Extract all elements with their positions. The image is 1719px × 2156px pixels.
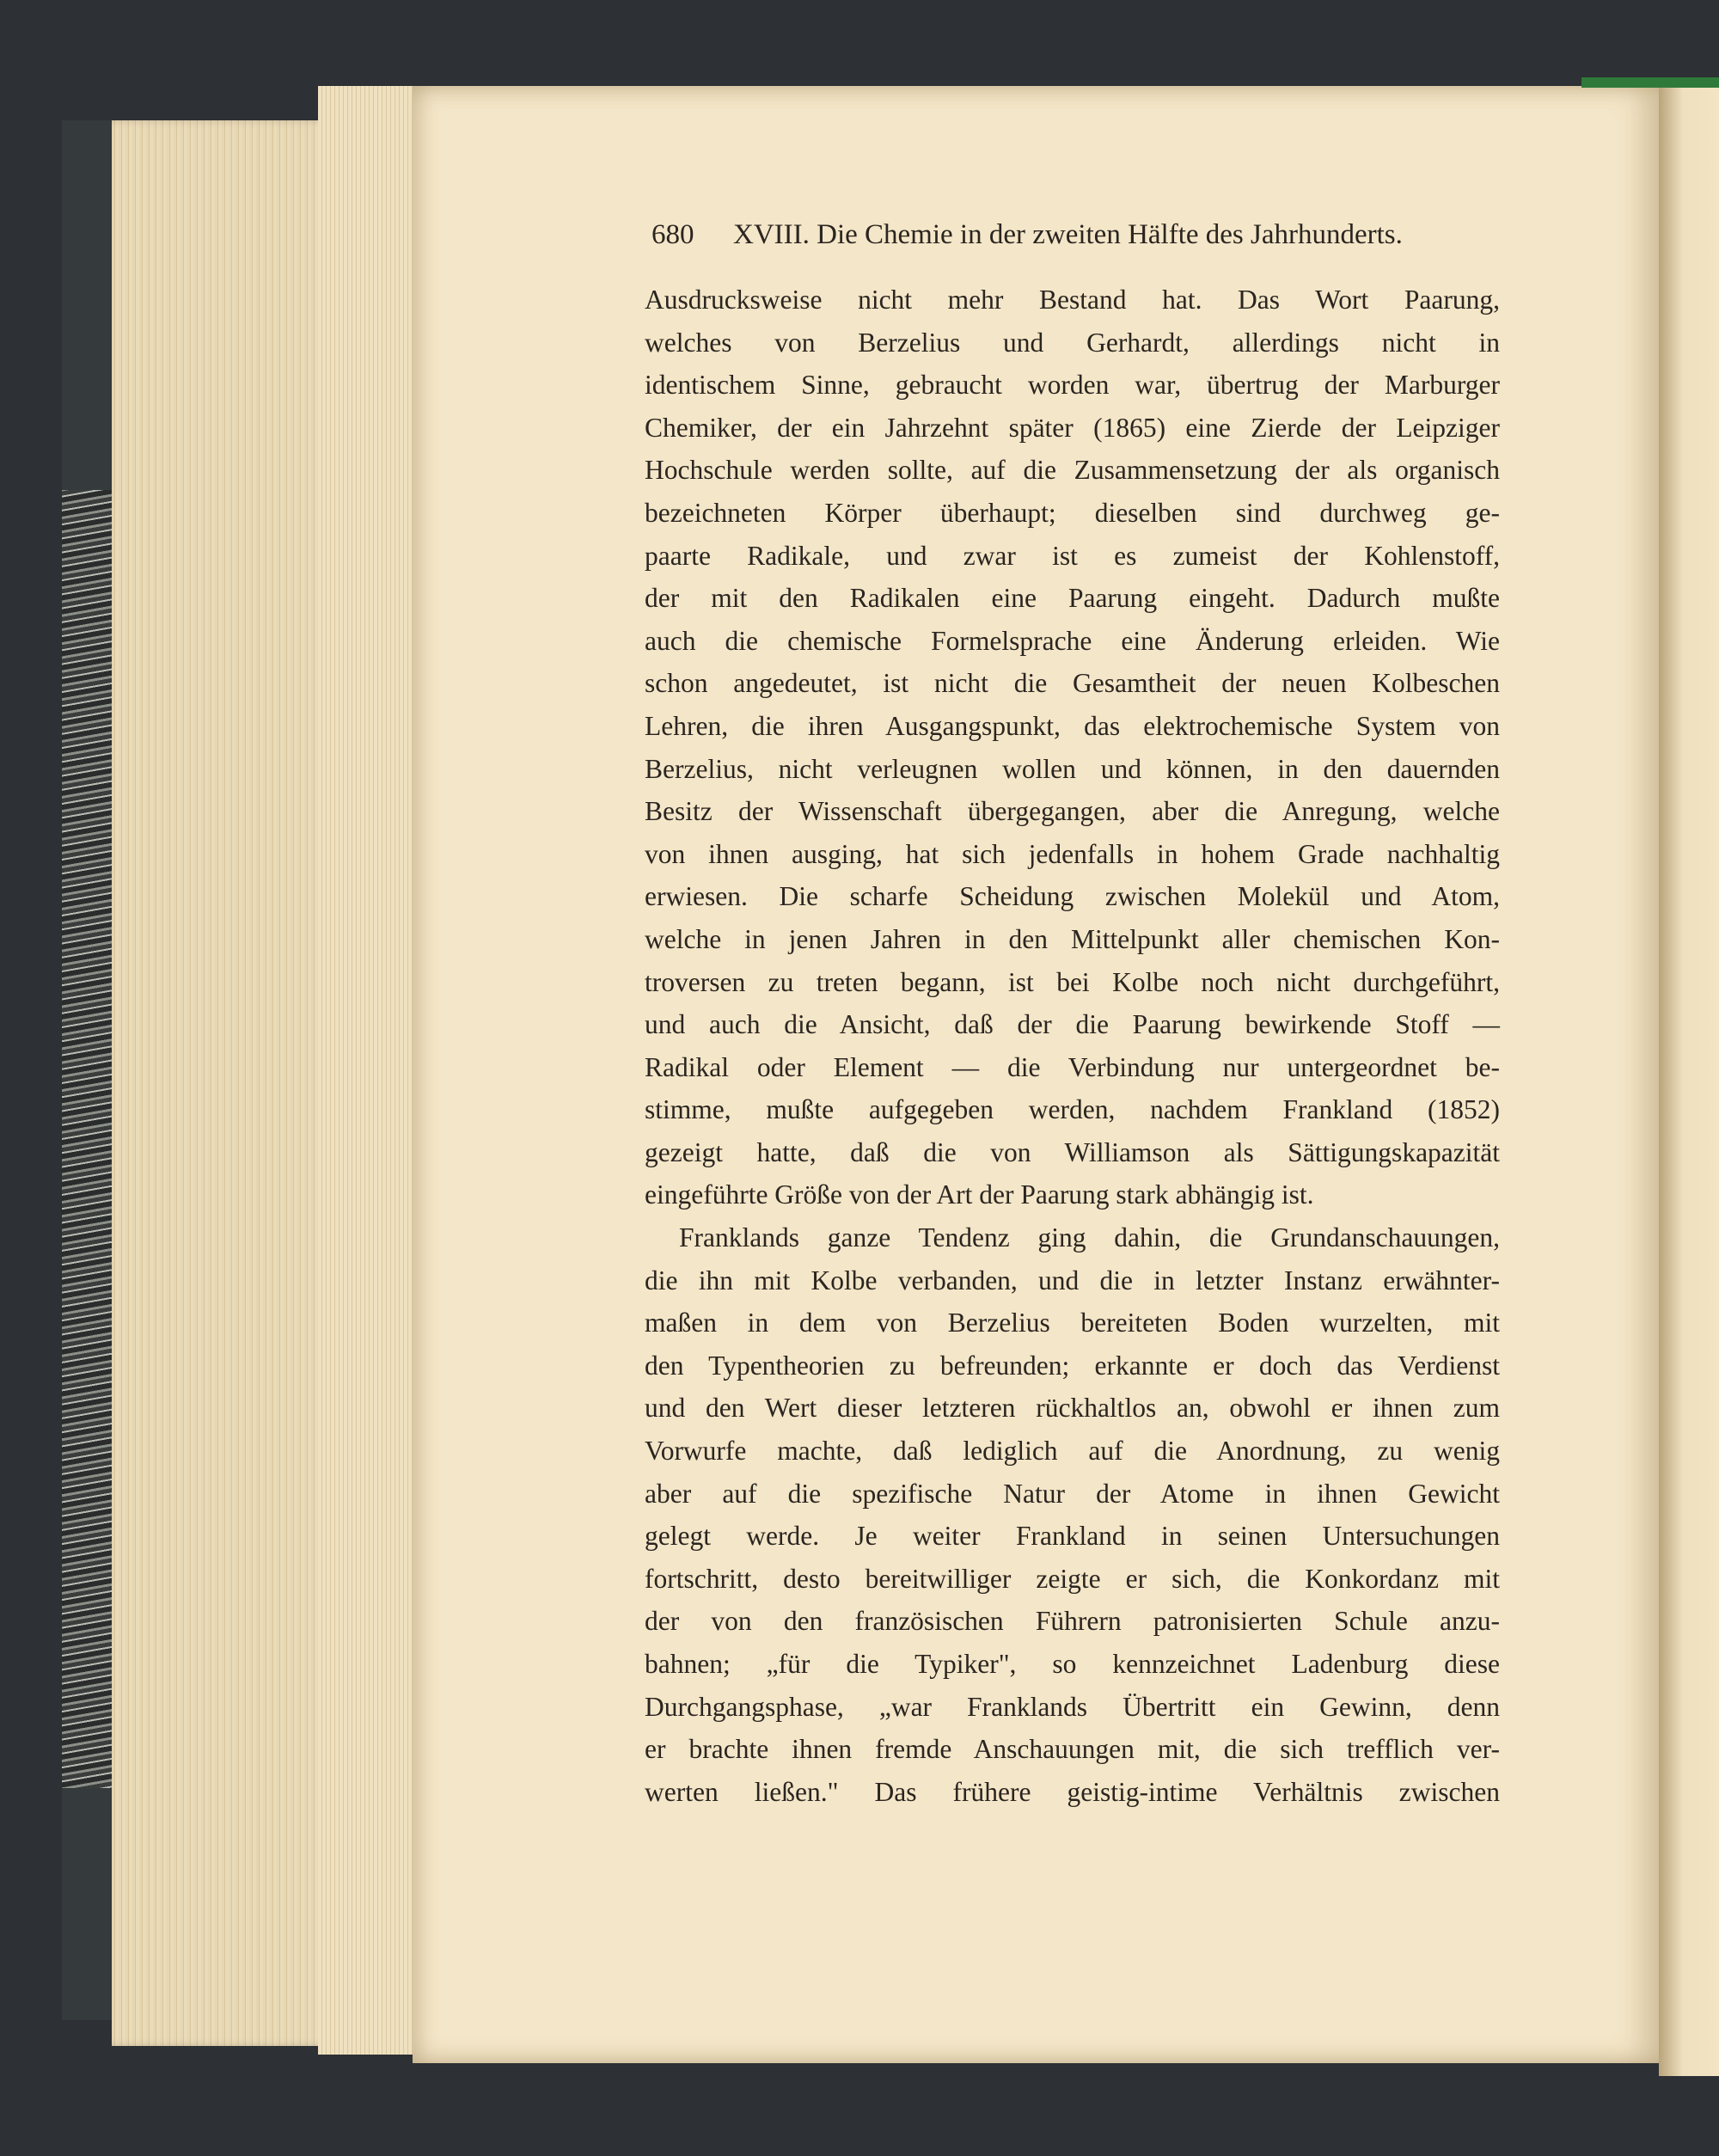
text-line: welche in jenen Jahren in den Mittelpunkt aller chemischen Kon- bbox=[645, 923, 1500, 954]
text-line: die ihn mit Kolbe verbanden, und die in letzter Instanz erwähnter- bbox=[645, 1265, 1500, 1295]
page-body-text bbox=[645, 279, 1500, 1813]
text-line: paarte Radikale, und zwar ist es zumeist der Kohlenstoff, bbox=[645, 540, 1500, 571]
text-line: stimme, mußte aufgegeben werden, nachdem Frankland (1852) bbox=[645, 1094, 1500, 1125]
text-line: maßen in dem von Berzelius bereiteten Boden wurzelten, mit bbox=[645, 1308, 1500, 1338]
text-line: Vorwurfe machte, daß lediglich auf die Anordnung, zu wenig bbox=[645, 1436, 1500, 1467]
text-line: er brachte ihnen fremde Anschauungen mit, die sich trefflich ver- bbox=[645, 1734, 1500, 1765]
text-line: werten ließen." Das frühere geistig-intime Verhältnis zwischen bbox=[645, 1776, 1500, 1807]
text-line: fortschritt, desto bereitwilliger zeigte er sich, die Konkordanz mit bbox=[645, 1563, 1500, 1594]
page-stack-inner bbox=[318, 86, 421, 2055]
text-line: der von den französischen Führern patronisierten Schule anzu- bbox=[645, 1606, 1500, 1637]
text-line: den Typentheorien zu befreunden; erkannte er doch das Verdienst bbox=[645, 1350, 1500, 1381]
text-line: identischem Sinne, gebraucht worden war, übertrug der Marburger bbox=[645, 370, 1500, 401]
text-line: Hochschule werden sollte, auf die Zusammensetzung der als organisch bbox=[645, 455, 1500, 486]
text-line: gelegt werde. Je weiter Frankland in seinen Untersuchungen bbox=[645, 1521, 1500, 1552]
text-line: eingeführte Größe von der Art der Paarung stark abhängig ist. bbox=[645, 1179, 1314, 1210]
text-line: Besitz der Wissenschaft übergegangen, aber die Anregung, welche bbox=[645, 796, 1500, 827]
running-header bbox=[652, 219, 1425, 251]
text-line: und auch die Ansicht, daß der die Paarung bewirkende Stoff — bbox=[645, 1009, 1500, 1040]
text-line: Radikal oder Element — die Verbindung nur untergeordnet be- bbox=[645, 1051, 1500, 1082]
text-line: gezeigt hatte, daß die von Williamson als Sättigungskapazität bbox=[645, 1136, 1500, 1167]
facing-page-edge bbox=[1659, 82, 1719, 2076]
text-line: Durchgangsphase, „war Franklands Übertritt ein Gewinn, denn bbox=[645, 1691, 1500, 1722]
text-line: Chemiker, der ein Jahrzehnt später (1865) eine Zierde der Leipziger bbox=[645, 412, 1500, 443]
text-line: erwiesen. Die scharfe Scheidung zwischen Molekül und Atom, bbox=[645, 881, 1500, 912]
text-line: auch die chemische Formelsprache eine Änderung erleiden. Wie bbox=[645, 625, 1500, 656]
bookmark-ribbon bbox=[1581, 77, 1719, 88]
text-line: von ihnen ausging, hat sich jedenfalls in hohem Grade nachhaltig bbox=[645, 838, 1500, 869]
page-number: 680 bbox=[652, 219, 694, 250]
text-line: bezeichneten Körper überhaupt; dieselben sind durchweg ge- bbox=[645, 497, 1500, 528]
text-line: der mit den Radikalen eine Paarung eingeht. Dadurch mußte bbox=[645, 583, 1500, 614]
running-title: XVIII. Die Chemie in der zweiten Hälfte des Jahrhunderts. bbox=[733, 219, 1403, 250]
text-line: Berzelius, nicht verleugnen wollen und können, in den dauernden bbox=[645, 753, 1500, 784]
text-line: und den Wert dieser letzteren rückhaltlos an, obwohl er ihnen zum bbox=[645, 1393, 1500, 1424]
text-line: Franklands ganze Tendenz ging dahin, die Grundanschauungen, bbox=[679, 1222, 1500, 1253]
text-line: schon angedeutet, ist nicht die Gesamtheit der neuen Kolbeschen bbox=[645, 668, 1500, 699]
text-line: aber auf die spezifische Natur der Atome in ihnen Gewicht bbox=[645, 1478, 1500, 1509]
text-line: welches von Berzelius und Gerhardt, allerdings nicht in bbox=[645, 327, 1500, 358]
text-line: Ausdrucksweise nicht mehr Bestand hat. Das Wort Paarung, bbox=[645, 285, 1500, 315]
text-line: Lehren, die ihren Ausgangspunkt, das elektrochemische System von bbox=[645, 710, 1500, 741]
text-line: troversen zu treten begann, ist bei Kolbe noch nicht durchgeführt, bbox=[645, 966, 1500, 997]
text-line: bahnen; „für die Typiker", so kennzeichnet Ladenburg diese bbox=[645, 1649, 1500, 1679]
